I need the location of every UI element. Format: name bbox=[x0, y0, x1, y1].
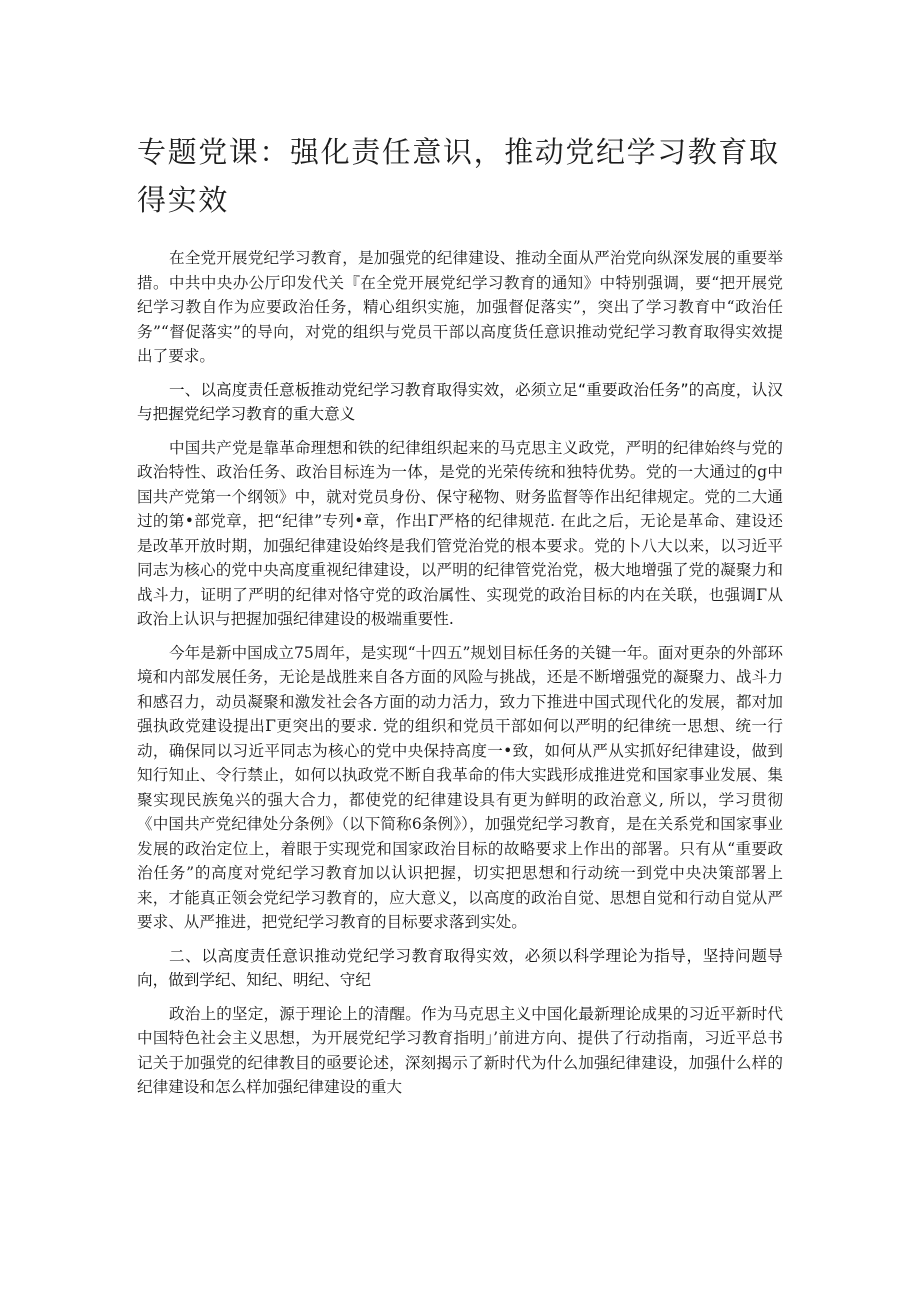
paragraph-intro: 在全党开展党纪学习教育，是加强党的纪律建设、推动全面从严治党向纵深发展的重要举措。中共中央办公厅印发代关『在全党开展党纪学习教育的通知》中特别强调，要“把开展党纪学习教自作为应要政治任务，精心组织实施，加强督促落实”，突出了学习教育中“政治任务”“督促落实”的导向，对党的组织与党员干部以高度货任意识推动党纪学习教育取得实效提出了要求。 bbox=[137, 249, 783, 365]
paragraph-section2-theory: 政治上的坚定，源于理论上的清醒。作为马克思主义中国化最新理论成果的习近平新时代中国特色社会主义思想，为开展党纪学习教育指明」’前进方向、提供了行动指南，习近平总书记关于加强党的纪律教目的亟要论述，深刻揭示了新时代为什么加强纪律建设，加强什么样的纪律建设和怎么样加强纪律建设的重大 bbox=[137, 1004, 783, 1096]
section-heading-2: 二、以高度责任意识推动党纪学习教育取得实效，必须以科学理论为指导，坚持问题导向，做到学纪、知纪、明纪、守纪 bbox=[137, 946, 783, 989]
document-title: 专题党课：强化责任意识，推动党纪学习教育取得实效 bbox=[137, 135, 780, 217]
paragraph-section1-significance: 今年是新中国成立75周年，是实现“十四五”规划目标任务的关键一年。面对更杂的外部环境和内部发展任务，无论是战胜来自各方面的风险与挑战，还是不断增强党的凝聚力、战斗力和感召力，动员凝聚和激发社会各方面的动力活力，致力下推进中国式现代化的发展，都对加强执政党建设提出Γ更突出的要求. 党的组织和党员干部如何以严明的纪律统一思想、统一行动，确保同以习近平同志为核心的党中央保持高度一•致，如何从严从实抓好纪律建设，做到知行知止、令行禁止，如何以执政党不断自我革命的伟大实践形成推进党和国家事业发展、集聚实现民族兔兴的强大合力，都使党的纪律建设具有更为鲜明的政治意义, 所以，学习贯彻《中国共产党纪律处分条例》（以下简称6条例》），加强党纪学习教育，是在关系党和国家事业发展的政治定位上，着眼于实现党和国家政治目标的故略要求上作出的部署。只有从“重要政治任务”的高度对党纪学习教育加以认识把握，切实把思想和行动统一到党中央决策部署上来，才能真正领会党纪学习教育的，应大意义，以高度的政治自觉、思想自觉和行动自觉从严要求、从严推进，把党纪学习教育的目标要求落到实处。 bbox=[137, 643, 783, 931]
section-heading-1: 一、以高度责任意板推动党纪学习教育取得实效，必须立足“重要政治任务”的高度，认汉与把握党纪学习教育的重大意义 bbox=[137, 380, 783, 423]
document-page bbox=[137, 128, 783, 1100]
paragraph-section1-history: 中国共产党是靠革命理想和铁的纪律组织起来的马克思主义政党，严明的纪律始终与党的政治特性、政治任务、政治目标连为一体，是党的光荣传统和独特优势。党的一大通过的g中国共产党第一个纲领》中，就对党员身份、保守秘物、财务监督等作出纪律规定。党的二大通过的第•部党章，把“纪律”专列•章，作出Γ严格的纪律规范. 在此之后，无论是革命、建设还是改革开放时期，加强纪律建设始终是我们管党治党的根本要求。党的卜八大以来，以习近平同志为核心的党中央高度重视纪律建设，以严明的纪律管党治党，极大地增强了党的凝聚力和战斗力，证明了严明的纪律对恪守党的政治属性、实现党的政治目标的内在关联，也强调Γ从政治上认识与把握加强纪律建设的极端重要性. bbox=[137, 438, 783, 628]
